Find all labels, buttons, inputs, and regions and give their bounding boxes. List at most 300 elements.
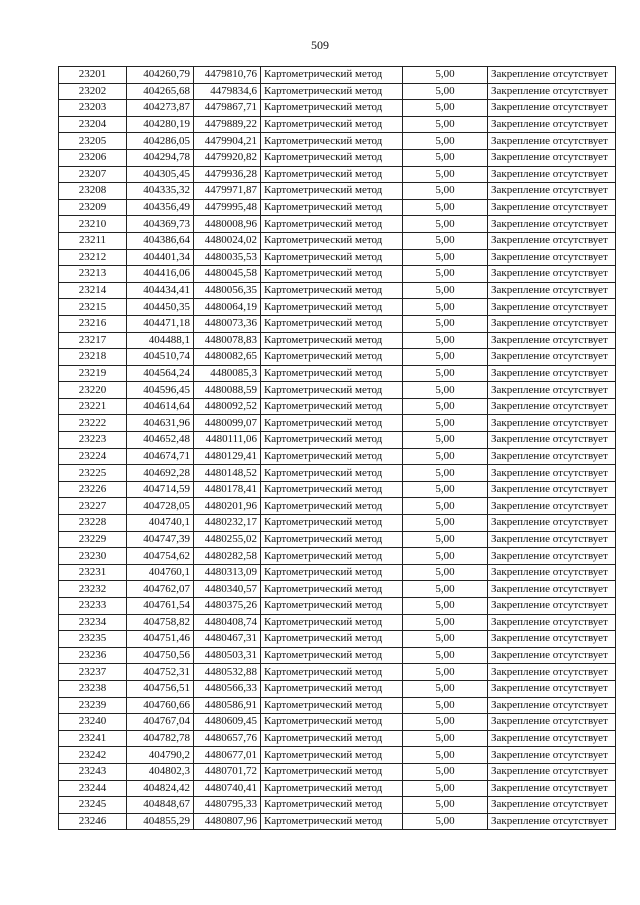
x-coordinate-cell: 404286,05 — [127, 133, 194, 150]
fixing-description-cell: Закрепление отсутствует — [488, 797, 616, 814]
fixing-description-cell: Закрепление отсутствует — [488, 133, 616, 150]
table-row — [59, 116, 616, 133]
y-coordinate-cell: 4480657,76 — [194, 730, 261, 747]
point-number-cell: 23220 — [59, 382, 127, 399]
y-coordinate-cell: 4480609,45 — [194, 714, 261, 731]
table-row — [59, 797, 616, 814]
x-coordinate-cell: 404747,39 — [127, 531, 194, 548]
y-coordinate-cell: 4480566,33 — [194, 680, 261, 697]
method-cell: Картометрический метод — [261, 266, 403, 283]
point-number-cell: 23240 — [59, 714, 127, 731]
table-row — [59, 680, 616, 697]
method-cell: Картометрический метод — [261, 581, 403, 598]
y-coordinate-cell: 4480255,02 — [194, 531, 261, 548]
method-cell: Картометрический метод — [261, 515, 403, 532]
point-number-cell: 23205 — [59, 133, 127, 150]
y-coordinate-cell: 4480129,41 — [194, 448, 261, 465]
table-row — [59, 730, 616, 747]
method-cell: Картометрический метод — [261, 614, 403, 631]
x-coordinate-cell: 404754,62 — [127, 548, 194, 565]
method-cell: Картометрический метод — [261, 398, 403, 415]
accuracy-cell: 5,00 — [403, 515, 488, 532]
method-cell: Картометрический метод — [261, 83, 403, 100]
point-number-cell: 23243 — [59, 763, 127, 780]
point-number-cell: 23216 — [59, 315, 127, 332]
point-number-cell: 23215 — [59, 299, 127, 316]
y-coordinate-cell: 4480099,07 — [194, 415, 261, 432]
y-coordinate-cell: 4480082,65 — [194, 349, 261, 366]
accuracy-cell: 5,00 — [403, 697, 488, 714]
y-coordinate-cell: 4480313,09 — [194, 564, 261, 581]
y-coordinate-cell: 4480701,72 — [194, 763, 261, 780]
fixing-description-cell: Закрепление отсутствует — [488, 282, 616, 299]
fixing-description-cell: Закрепление отсутствует — [488, 631, 616, 648]
x-coordinate-cell: 404714,59 — [127, 481, 194, 498]
x-coordinate-cell: 404760,66 — [127, 697, 194, 714]
point-number-cell: 23204 — [59, 116, 127, 133]
accuracy-cell: 5,00 — [403, 83, 488, 100]
x-coordinate-cell: 404728,05 — [127, 498, 194, 515]
table-row — [59, 780, 616, 797]
fixing-description-cell: Закрепление отсутствует — [488, 481, 616, 498]
method-cell: Картометрический метод — [261, 100, 403, 117]
x-coordinate-cell: 404848,67 — [127, 797, 194, 814]
y-coordinate-cell: 4480073,36 — [194, 315, 261, 332]
point-number-cell: 23224 — [59, 448, 127, 465]
table-row — [59, 714, 616, 731]
table-row — [59, 83, 616, 100]
fixing-description-cell: Закрепление отсутствует — [488, 349, 616, 366]
point-number-cell: 23242 — [59, 747, 127, 764]
point-number-cell: 23201 — [59, 67, 127, 84]
x-coordinate-cell: 404356,49 — [127, 199, 194, 216]
accuracy-cell: 5,00 — [403, 315, 488, 332]
table-row — [59, 315, 616, 332]
table-row — [59, 415, 616, 432]
fixing-description-cell: Закрепление отсутствует — [488, 232, 616, 249]
method-cell: Картометрический метод — [261, 680, 403, 697]
point-number-cell: 23203 — [59, 100, 127, 117]
fixing-description-cell: Закрепление отсутствует — [488, 598, 616, 615]
y-coordinate-cell: 4480408,74 — [194, 614, 261, 631]
fixing-description-cell: Закрепление отсутствует — [488, 183, 616, 200]
fixing-description-cell: Закрепление отсутствует — [488, 747, 616, 764]
method-cell: Картометрический метод — [261, 232, 403, 249]
table-row — [59, 747, 616, 764]
y-coordinate-cell: 4480532,88 — [194, 664, 261, 681]
accuracy-cell: 5,00 — [403, 763, 488, 780]
table-row — [59, 249, 616, 266]
table-row — [59, 697, 616, 714]
accuracy-cell: 5,00 — [403, 100, 488, 117]
point-number-cell: 23223 — [59, 432, 127, 449]
x-coordinate-cell: 404335,32 — [127, 183, 194, 200]
y-coordinate-cell: 4480148,52 — [194, 465, 261, 482]
method-cell: Картометрический метод — [261, 780, 403, 797]
accuracy-cell: 5,00 — [403, 564, 488, 581]
point-number-cell: 23232 — [59, 581, 127, 598]
accuracy-cell: 5,00 — [403, 714, 488, 731]
fixing-description-cell: Закрепление отсутствует — [488, 714, 616, 731]
method-cell: Картометрический метод — [261, 116, 403, 133]
fixing-description-cell: Закрепление отсутствует — [488, 531, 616, 548]
point-number-cell: 23219 — [59, 365, 127, 382]
accuracy-cell: 5,00 — [403, 680, 488, 697]
point-number-cell: 23214 — [59, 282, 127, 299]
x-coordinate-cell: 404751,46 — [127, 631, 194, 648]
x-coordinate-cell: 404488,1 — [127, 332, 194, 349]
table-row — [59, 349, 616, 366]
y-coordinate-cell: 4480282,58 — [194, 548, 261, 565]
method-cell: Картометрический метод — [261, 813, 403, 830]
fixing-description-cell: Закрепление отсутствует — [488, 266, 616, 283]
table-row — [59, 282, 616, 299]
method-cell: Картометрический метод — [261, 166, 403, 183]
point-number-cell: 23218 — [59, 349, 127, 366]
table-row — [59, 631, 616, 648]
method-cell: Картометрический метод — [261, 432, 403, 449]
point-number-cell: 23209 — [59, 199, 127, 216]
accuracy-cell: 5,00 — [403, 67, 488, 84]
table-row — [59, 515, 616, 532]
accuracy-cell: 5,00 — [403, 249, 488, 266]
point-number-cell: 23202 — [59, 83, 127, 100]
point-number-cell: 23212 — [59, 249, 127, 266]
point-number-cell: 23221 — [59, 398, 127, 415]
fixing-description-cell: Закрепление отсутствует — [488, 116, 616, 133]
x-coordinate-cell: 404692,28 — [127, 465, 194, 482]
table-row — [59, 481, 616, 498]
y-coordinate-cell: 4480340,57 — [194, 581, 261, 598]
fixing-description-cell: Закрепление отсутствует — [488, 398, 616, 415]
method-cell: Картометрический метод — [261, 67, 403, 84]
x-coordinate-cell: 404802,3 — [127, 763, 194, 780]
accuracy-cell: 5,00 — [403, 465, 488, 482]
accuracy-cell: 5,00 — [403, 349, 488, 366]
y-coordinate-cell: 4480024,02 — [194, 232, 261, 249]
table-row — [59, 581, 616, 598]
point-number-cell: 23246 — [59, 813, 127, 830]
x-coordinate-cell: 404790,2 — [127, 747, 194, 764]
y-coordinate-cell: 4480008,96 — [194, 216, 261, 233]
table-row — [59, 813, 616, 830]
x-coordinate-cell: 404510,74 — [127, 349, 194, 366]
method-cell: Картометрический метод — [261, 763, 403, 780]
fixing-description-cell: Закрепление отсутствует — [488, 299, 616, 316]
y-coordinate-cell: 4479920,82 — [194, 149, 261, 166]
fixing-description-cell: Закрепление отсутствует — [488, 415, 616, 432]
fixing-description-cell: Закрепление отсутствует — [488, 548, 616, 565]
point-number-cell: 23226 — [59, 481, 127, 498]
table-row — [59, 183, 616, 200]
fixing-description-cell: Закрепление отсутствует — [488, 315, 616, 332]
table-row — [59, 432, 616, 449]
point-number-cell: 23222 — [59, 415, 127, 432]
accuracy-cell: 5,00 — [403, 614, 488, 631]
table-row — [59, 498, 616, 515]
table-row — [59, 133, 616, 150]
y-coordinate-cell: 4480035,53 — [194, 249, 261, 266]
table-row — [59, 67, 616, 84]
fixing-description-cell: Закрепление отсутствует — [488, 465, 616, 482]
method-cell: Картометрический метод — [261, 299, 403, 316]
table-row — [59, 763, 616, 780]
point-number-cell: 23235 — [59, 631, 127, 648]
y-coordinate-cell: 4480503,31 — [194, 647, 261, 664]
y-coordinate-cell: 4480078,83 — [194, 332, 261, 349]
y-coordinate-cell: 4480740,41 — [194, 780, 261, 797]
x-coordinate-cell: 404450,35 — [127, 299, 194, 316]
method-cell: Картометрический метод — [261, 365, 403, 382]
method-cell: Картометрический метод — [261, 548, 403, 565]
accuracy-cell: 5,00 — [403, 133, 488, 150]
y-coordinate-cell: 4480375,26 — [194, 598, 261, 615]
x-coordinate-cell: 404767,04 — [127, 714, 194, 731]
fixing-description-cell: Закрепление отсутствует — [488, 664, 616, 681]
x-coordinate-cell: 404760,1 — [127, 564, 194, 581]
x-coordinate-cell: 404416,06 — [127, 266, 194, 283]
accuracy-cell: 5,00 — [403, 448, 488, 465]
x-coordinate-cell: 404740,1 — [127, 515, 194, 532]
x-coordinate-cell: 404674,71 — [127, 448, 194, 465]
point-number-cell: 23233 — [59, 598, 127, 615]
table-row — [59, 564, 616, 581]
x-coordinate-cell: 404260,79 — [127, 67, 194, 84]
point-number-cell: 23206 — [59, 149, 127, 166]
point-number-cell: 23245 — [59, 797, 127, 814]
accuracy-cell: 5,00 — [403, 299, 488, 316]
fixing-description-cell: Закрепление отсутствует — [488, 332, 616, 349]
method-cell: Картометрический метод — [261, 664, 403, 681]
fixing-description-cell: Закрепление отсутствует — [488, 382, 616, 399]
x-coordinate-cell: 404280,19 — [127, 116, 194, 133]
table-row — [59, 100, 616, 117]
fixing-description-cell: Закрепление отсутствует — [488, 149, 616, 166]
point-number-cell: 23210 — [59, 216, 127, 233]
point-number-cell: 23230 — [59, 548, 127, 565]
accuracy-cell: 5,00 — [403, 581, 488, 598]
method-cell: Картометрический метод — [261, 697, 403, 714]
x-coordinate-cell: 404652,48 — [127, 432, 194, 449]
fixing-description-cell: Закрепление отсутствует — [488, 730, 616, 747]
point-number-cell: 23225 — [59, 465, 127, 482]
accuracy-cell: 5,00 — [403, 166, 488, 183]
table-row — [59, 299, 616, 316]
method-cell: Картометрический метод — [261, 282, 403, 299]
x-coordinate-cell: 404756,51 — [127, 680, 194, 697]
accuracy-cell: 5,00 — [403, 216, 488, 233]
y-coordinate-cell: 4479889,22 — [194, 116, 261, 133]
x-coordinate-cell: 404761,54 — [127, 598, 194, 615]
accuracy-cell: 5,00 — [403, 780, 488, 797]
y-coordinate-cell: 4480056,35 — [194, 282, 261, 299]
y-coordinate-cell: 4480232,17 — [194, 515, 261, 532]
method-cell: Картометрический метод — [261, 382, 403, 399]
accuracy-cell: 5,00 — [403, 531, 488, 548]
y-coordinate-cell: 4480111,06 — [194, 432, 261, 449]
point-number-cell: 23227 — [59, 498, 127, 515]
fixing-description-cell: Закрепление отсутствует — [488, 83, 616, 100]
accuracy-cell: 5,00 — [403, 598, 488, 615]
table-row — [59, 232, 616, 249]
table-row — [59, 266, 616, 283]
accuracy-cell: 5,00 — [403, 365, 488, 382]
x-coordinate-cell: 404564,24 — [127, 365, 194, 382]
x-coordinate-cell: 404471,18 — [127, 315, 194, 332]
fixing-description-cell: Закрепление отсутствует — [488, 680, 616, 697]
method-cell: Картометрический метод — [261, 332, 403, 349]
y-coordinate-cell: 4480088,59 — [194, 382, 261, 399]
table-row — [59, 598, 616, 615]
table-row — [59, 199, 616, 216]
accuracy-cell: 5,00 — [403, 813, 488, 830]
fixing-description-cell: Закрепление отсутствует — [488, 249, 616, 266]
fixing-description-cell: Закрепление отсутствует — [488, 647, 616, 664]
accuracy-cell: 5,00 — [403, 797, 488, 814]
fixing-description-cell: Закрепление отсутствует — [488, 498, 616, 515]
fixing-description-cell: Закрепление отсутствует — [488, 365, 616, 382]
x-coordinate-cell: 404758,82 — [127, 614, 194, 631]
page-number: 509 — [311, 38, 329, 52]
y-coordinate-cell: 4480677,01 — [194, 747, 261, 764]
point-number-cell: 23241 — [59, 730, 127, 747]
y-coordinate-cell: 4480045,58 — [194, 266, 261, 283]
accuracy-cell: 5,00 — [403, 116, 488, 133]
x-coordinate-cell: 404265,68 — [127, 83, 194, 100]
accuracy-cell: 5,00 — [403, 631, 488, 648]
table-row — [59, 382, 616, 399]
table-row — [59, 614, 616, 631]
y-coordinate-cell: 4480201,96 — [194, 498, 261, 515]
point-number-cell: 23234 — [59, 614, 127, 631]
fixing-description-cell: Закрепление отсутствует — [488, 581, 616, 598]
accuracy-cell: 5,00 — [403, 548, 488, 565]
point-number-cell: 23217 — [59, 332, 127, 349]
method-cell: Картометрический метод — [261, 747, 403, 764]
x-coordinate-cell: 404631,96 — [127, 415, 194, 432]
y-coordinate-cell: 4479971,87 — [194, 183, 261, 200]
table-row — [59, 448, 616, 465]
accuracy-cell: 5,00 — [403, 199, 488, 216]
accuracy-cell: 5,00 — [403, 498, 488, 515]
y-coordinate-cell: 4479810,76 — [194, 67, 261, 84]
accuracy-cell: 5,00 — [403, 183, 488, 200]
y-coordinate-cell: 4480807,96 — [194, 813, 261, 830]
coordinates-table — [58, 66, 616, 830]
fixing-description-cell: Закрепление отсутствует — [488, 697, 616, 714]
method-cell: Картометрический метод — [261, 498, 403, 515]
accuracy-cell: 5,00 — [403, 747, 488, 764]
x-coordinate-cell: 404305,45 — [127, 166, 194, 183]
method-cell: Картометрический метод — [261, 797, 403, 814]
y-coordinate-cell: 4480085,3 — [194, 365, 261, 382]
accuracy-cell: 5,00 — [403, 730, 488, 747]
fixing-description-cell: Закрепление отсутствует — [488, 166, 616, 183]
method-cell: Картометрический метод — [261, 647, 403, 664]
table-row — [59, 398, 616, 415]
fixing-description-cell: Закрепление отсутствует — [488, 780, 616, 797]
fixing-description-cell: Закрепление отсутствует — [488, 199, 616, 216]
fixing-description-cell: Закрепление отсутствует — [488, 67, 616, 84]
accuracy-cell: 5,00 — [403, 149, 488, 166]
fixing-description-cell: Закрепление отсутствует — [488, 763, 616, 780]
x-coordinate-cell: 404273,87 — [127, 100, 194, 117]
table-row — [59, 166, 616, 183]
x-coordinate-cell: 404762,07 — [127, 581, 194, 598]
accuracy-cell: 5,00 — [403, 415, 488, 432]
point-number-cell: 23213 — [59, 266, 127, 283]
x-coordinate-cell: 404434,41 — [127, 282, 194, 299]
x-coordinate-cell: 404614,64 — [127, 398, 194, 415]
y-coordinate-cell: 4480092,52 — [194, 398, 261, 415]
accuracy-cell: 5,00 — [403, 382, 488, 399]
x-coordinate-cell: 404750,56 — [127, 647, 194, 664]
method-cell: Картометрический метод — [261, 730, 403, 747]
method-cell: Картометрический метод — [261, 216, 403, 233]
method-cell: Картометрический метод — [261, 315, 403, 332]
method-cell: Картометрический метод — [261, 631, 403, 648]
fixing-description-cell: Закрепление отсутствует — [488, 515, 616, 532]
y-coordinate-cell: 4479834,6 — [194, 83, 261, 100]
x-coordinate-cell: 404855,29 — [127, 813, 194, 830]
table-row — [59, 365, 616, 382]
point-number-cell: 23231 — [59, 564, 127, 581]
fixing-description-cell: Закрепление отсутствует — [488, 216, 616, 233]
fixing-description-cell: Закрепление отсутствует — [488, 614, 616, 631]
table-row — [59, 548, 616, 565]
method-cell: Картометрический метод — [261, 199, 403, 216]
x-coordinate-cell: 404401,34 — [127, 249, 194, 266]
method-cell: Картометрический метод — [261, 249, 403, 266]
table-row — [59, 149, 616, 166]
point-number-cell: 23229 — [59, 531, 127, 548]
method-cell: Картометрический метод — [261, 149, 403, 166]
accuracy-cell: 5,00 — [403, 481, 488, 498]
point-number-cell: 23236 — [59, 647, 127, 664]
y-coordinate-cell: 4480795,33 — [194, 797, 261, 814]
point-number-cell: 23244 — [59, 780, 127, 797]
fixing-description-cell: Закрепление отсутствует — [488, 100, 616, 117]
fixing-description-cell: Закрепление отсутствует — [488, 448, 616, 465]
point-number-cell: 23238 — [59, 680, 127, 697]
accuracy-cell: 5,00 — [403, 398, 488, 415]
method-cell: Картометрический метод — [261, 183, 403, 200]
table-row — [59, 332, 616, 349]
accuracy-cell: 5,00 — [403, 647, 488, 664]
method-cell: Картометрический метод — [261, 481, 403, 498]
method-cell: Картометрический метод — [261, 448, 403, 465]
table-row — [59, 465, 616, 482]
table-body — [59, 67, 616, 830]
table-row — [59, 216, 616, 233]
method-cell: Картометрический метод — [261, 598, 403, 615]
accuracy-cell: 5,00 — [403, 664, 488, 681]
x-coordinate-cell: 404596,45 — [127, 382, 194, 399]
method-cell: Картометрический метод — [261, 531, 403, 548]
point-number-cell: 23207 — [59, 166, 127, 183]
point-number-cell: 23228 — [59, 515, 127, 532]
accuracy-cell: 5,00 — [403, 282, 488, 299]
y-coordinate-cell: 4480178,41 — [194, 481, 261, 498]
method-cell: Картометрический метод — [261, 349, 403, 366]
fixing-description-cell: Закрепление отсутствует — [488, 432, 616, 449]
y-coordinate-cell: 4480586,91 — [194, 697, 261, 714]
y-coordinate-cell: 4480467,31 — [194, 631, 261, 648]
fixing-description-cell: Закрепление отсутствует — [488, 564, 616, 581]
table-row — [59, 531, 616, 548]
table-row — [59, 664, 616, 681]
accuracy-cell: 5,00 — [403, 232, 488, 249]
